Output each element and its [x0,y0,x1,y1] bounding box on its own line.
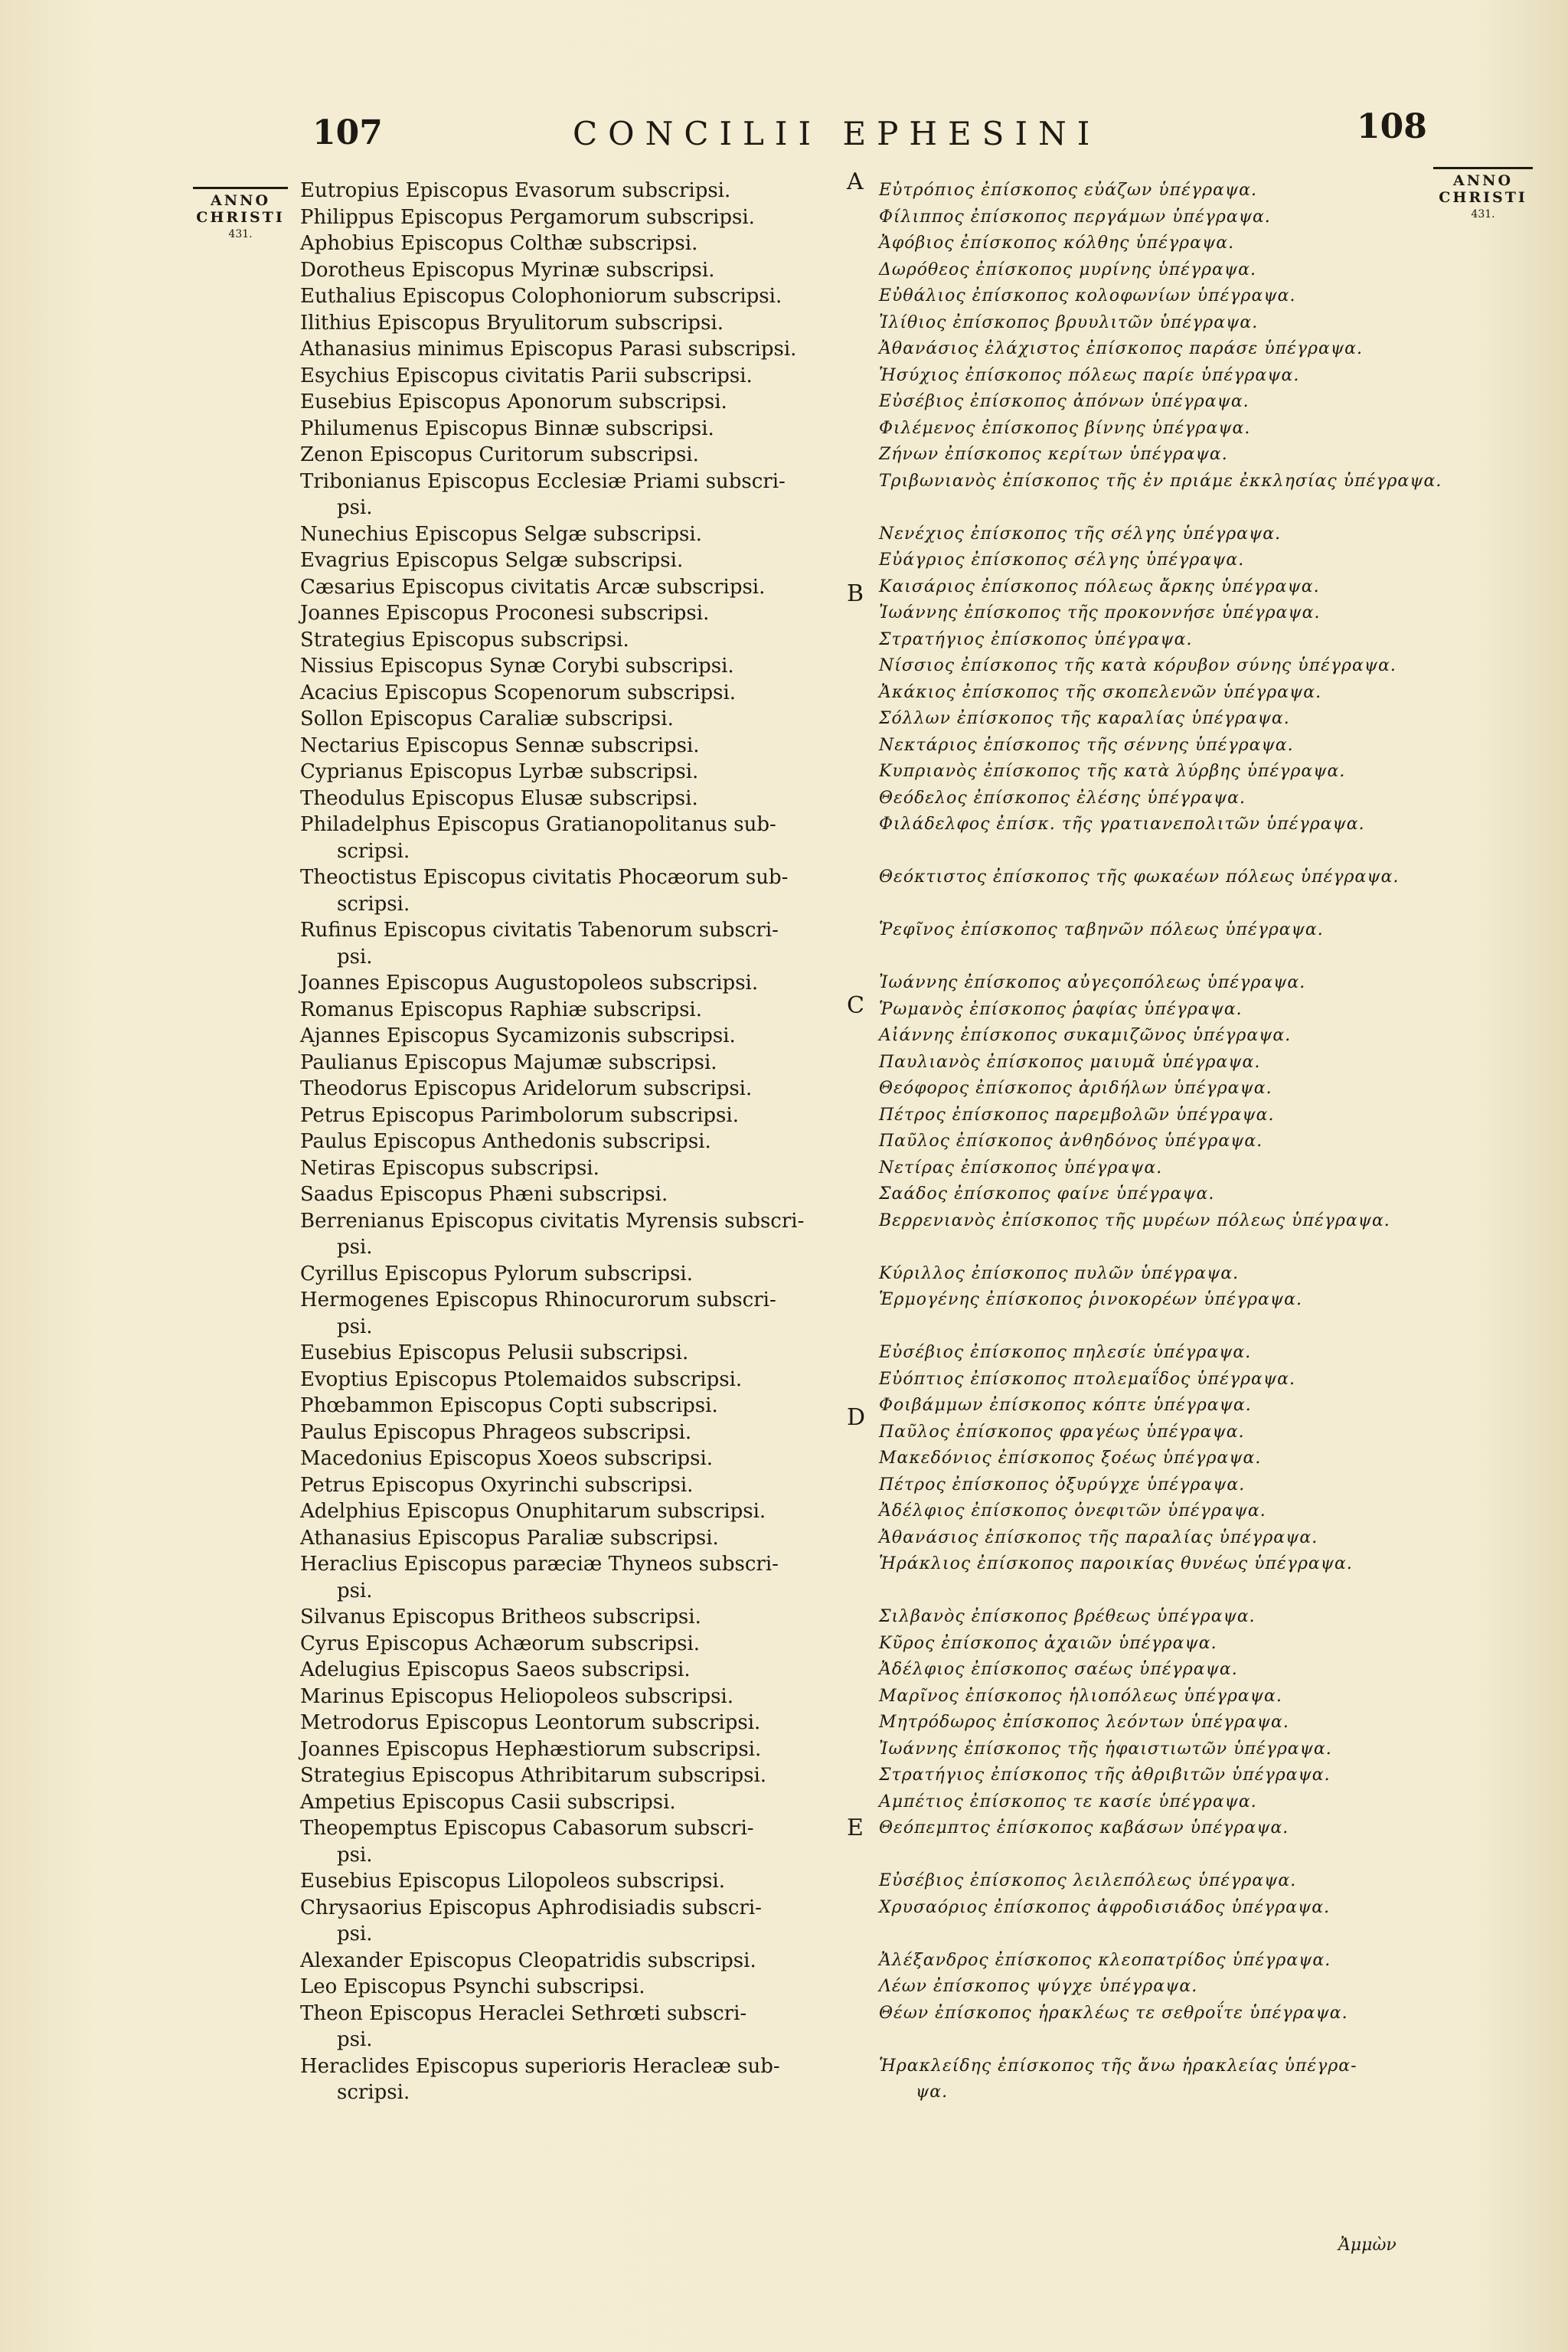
margin-rule [1433,167,1533,169]
section-letter: D [847,1404,866,1431]
latin-entry: Eusebius Episcopus Aponorum subscripsi. [300,390,727,413]
greek-entry: Εὐάγριος ἐπίσκοπος σέλγης ὑπέγραψα. [879,550,1245,570]
latin-entry: Adelphius Episcopus Onuphitarum subscripsi. [300,1500,766,1523]
latin-entry: Eusebius Episcopus Lilopoleos subscripsi. [300,1870,726,1893]
latin-entry-continuation: psi. [337,945,373,969]
greek-entry: Νενέχιος ἐπίσκοπος τῆς σέλγης ὑπέγραψα. [879,524,1282,544]
latin-entry: Adelugius Episcopus Saeos subscripsi. [300,1658,691,1681]
latin-entry: Athanasius Episcopus Paraliæ subscripsi. [300,1526,719,1550]
latin-entry-continuation: psi. [337,496,373,519]
latin-entry: Esychius Episcopus civitatis Parii subscripsi. [300,364,753,387]
greek-spacer [879,838,1446,865]
greek-entry: Σιλβανὸς ἐπίσκοπος βρέθεως ὑπέγραψα. [879,1607,1256,1626]
latin-entry-continuation: psi. [337,1843,373,1867]
greek-entry: Ἀκάκιος ἐπίσκοπος τῆς σκοπελενῶν ὑπέγραψα. [879,682,1322,702]
greek-entry: Νίσσιος ἐπίσκοπος τῆς κατὰ κόρυβον σύνης ὑπέγραψα. [879,656,1396,675]
latin-entry: Saadus Episcopus Phæni subscripsi. [300,1183,668,1206]
section-letter: B [847,580,864,607]
latin-entry: Cyrillus Episcopus Pylorum subscripsi. [300,1262,693,1285]
greek-entry: Ἡσύχιος ἐπίσκοπος πόλεως παρίε ὑπέγραψα. [879,365,1300,385]
latin-entry: Petrus Episcopus Oxyrinchi subscripsi. [300,1473,694,1497]
greek-entry: Λέων ἐπίσκοπος ψύγχε ὑπέγραψα. [879,1977,1198,1996]
latin-entry: Philumenus Episcopus Binnæ subscripsi. [300,416,714,440]
greek-entry: Στρατήγιος ἐπίσκοπος τῆς ἀθριβιτῶν ὑπέγραψα. [879,1766,1331,1785]
latin-entry: Nunechius Episcopus Selgæ subscripsi. [300,522,702,546]
latin-entry: Cyrus Episcopus Achæorum subscripsi. [300,1632,701,1655]
greek-entry: Ἑρμογένης ἐπίσκοπος ῥινοκορέων ὑπέγραψα. [879,1290,1302,1309]
latin-entry-continuation: psi. [337,1236,373,1259]
latin-entry: Dorotheus Episcopus Myrinæ subscripsi. [300,258,715,282]
catchword: Ἀμμὼν [1338,2236,1396,2255]
greek-entry: Δωρόθεος ἐπίσκοπος μυρίνης ὑπέγραψα. [879,260,1256,279]
latin-entry: Ilithius Episcopus Bryulitorum subscripsi. [300,311,724,335]
latin-entry: Acacius Episcopus Scopenorum subscripsi. [300,681,737,704]
greek-entry: Σόλλων ἐπίσκοπος τῆς καραλίας ὑπέγραψα. [879,709,1290,728]
greek-entry: Κυπριανὸς ἐπίσκοπος τῆς κατὰ λύρβης ὑπέγραψα. [879,762,1346,781]
latin-entry: Macedonius Episcopus Xoeos subscripsi. [300,1447,714,1470]
greek-entry: Τριβωνιανὸς ἐπίσκοπος τῆς ἐν πριάμε ἐκκλησίας ὑπέγραψα. [879,471,1442,491]
latin-entry-continuation: psi. [337,1922,373,1945]
latin-entry: Phœbammon Episcopus Copti subscripsi. [300,1394,718,1417]
latin-entry: Euthalius Episcopus Colophoniorum subscripsi. [300,285,782,308]
greek-entry: Ἀδέλφιος ἐπίσκοπος σαέως ὑπέγραψα. [879,1660,1238,1679]
greek-entry: Χρυσαόριος ἐπίσκοπος ἀφροδισιάδος ὑπέγραψα. [879,1897,1331,1917]
latin-entry: Evoptius Episcopus Ptolemaidos subscripsi. [300,1367,743,1391]
margin-christi: CHRISTI [196,209,285,226]
latin-entry: Philadelphus Episcopus Gratianopolitanus sub- [300,813,776,836]
greek-entry: Θεόκτιστος ἐπίσκοπος τῆς φωκαέων πόλεως ὑπέγραψα. [879,867,1400,887]
greek-entry: Παῦλος ἐπίσκοπος ἀνθηδόνος ὑπέγραψα. [879,1132,1263,1151]
latin-entry: Theodorus Episcopus Aridelorum subscripsi. [300,1077,753,1100]
margin-rule [193,187,288,189]
greek-entry: Παῦλος ἐπίσκοπος φραγέως ὑπέγραψα. [879,1422,1245,1442]
greek-entry: Εὐσέβιος ἐπίσκοπος ἀπόνων ὑπέγραψα. [879,392,1250,411]
latin-entry: Zenon Episcopus Curitorum subscripsi. [300,443,699,466]
greek-entry: Ζήνων ἐπίσκοπος κερίτων ὑπέγραψα. [879,445,1228,464]
greek-entry: Καισάριος ἐπίσκοπος πόλεως ἄρκης ὑπέγραψα. [879,577,1320,596]
margin-anno: ANNO [210,192,271,209]
latin-entry: Theon Episcopus Heraclei Sethrœti subscri- [300,2001,747,2025]
latin-entry: Cyprianus Episcopus Lyrbæ subscripsi. [300,760,699,783]
greek-entry: Εὐσέβιος ἐπίσκοπος πηλεσίε ὑπέγραψα. [879,1343,1252,1362]
section-letter: E [847,1815,864,1841]
section-letter: C [847,992,864,1019]
latin-entry: Silvanus Episcopus Britheos subscripsi. [300,1606,701,1628]
latin-entry: Sollon Episcopus Caraliæ subscripsi. [300,707,674,730]
margin-christi: CHRISTI [1439,189,1527,206]
latin-entry: Evagrius Episcopus Selgæ subscripsi. [300,549,684,572]
page-number-right: 108 [1357,107,1427,146]
latin-entry: Strategius Episcopus Athribitarum subscripsi. [300,1764,767,1787]
greek-entry: Στρατήγιος ἐπίσκοπος ὑπέγραψα. [879,629,1193,649]
greek-entry: Ἰωάννης ἐπίσκοπος αὐγεςοπόλεως ὑπέγραψα. [879,973,1306,992]
greek-entry: Φιλάδελφος ἐπίσκ. τῆς γρατιανεπολιτῶν ὑπέγραψα. [879,815,1365,834]
latin-entry: Hermogenes Episcopus Rhinocurorum subscri- [300,1289,776,1312]
greek-entry: Μακεδόνιος ἐπίσκοπος ξοέως ὑπέγραψα. [879,1449,1262,1468]
latin-entry: Strategius Episcopus subscripsi. [300,628,629,652]
greek-entry: Νεκτάριος ἐπίσκοπος τῆς σέννης ὑπέγραψα. [879,735,1294,755]
latin-entry: Joannes Episcopus Augustopoleos subscripsi. [300,972,759,995]
page-title: CONCILII EPHESINI [573,115,1101,152]
latin-entry: Cæsarius Episcopus civitatis Arcæ subscripsi. [300,575,766,599]
latin-entry: Chrysaorius Episcopus Aphrodisiadis subscri- [300,1896,762,1919]
latin-entry: Marinus Episcopus Heliopoleos subscripsi. [300,1684,734,1708]
latin-entry: Eutropius Episcopus Evasorum subscripsi. [300,179,731,202]
greek-entry: Ἰλίθιος ἐπίσκοπος βρυυλιτῶν ὑπέγραψα. [879,312,1259,332]
greek-spacer [879,2027,1446,2053]
latin-entry-continuation: scripsi. [337,2081,410,2104]
greek-spacer [879,944,1446,971]
greek-entry: Ῥωμανὸς ἐπίσκοπος ῥαφίας ὑπέγραψα. [879,999,1243,1019]
greek-entry: Εὐσέβιος ἐπίσκοπος λειλεπόλεως ὑπέγραψα. [879,1871,1297,1890]
greek-entry: Πέτρος ἐπίσκοπος παρεμβολῶν ὑπέγραψα. [879,1105,1275,1125]
latin-entry: Ampetius Episcopus Casii subscripsi. [300,1790,676,1814]
greek-entry: Νετίρας ἐπίσκοπος ὑπέγραψα. [879,1158,1163,1178]
latin-entry: Paulus Episcopus Phrageos subscripsi. [300,1420,692,1444]
greek-entry: Εὐόπτιος ἐπίσκοπος πτολεμαΐδος ὑπέγραψα. [879,1369,1295,1389]
running-header [0,107,1568,159]
latin-entry: Philippus Episcopus Pergamorum subscripsi. [300,205,755,229]
latin-entry: Ajannes Episcopus Sycamizonis subscripsi. [300,1024,736,1047]
latin-entry: Alexander Episcopus Cleopatridis subscripsi. [300,1949,756,1972]
greek-entry: Μητρόδωρος ἐπίσκοπος λεόντων ὑπέγραψα. [879,1713,1289,1732]
greek-entry: Ἀφόβιος ἐπίσκοπος κόλθης ὑπέγραψα. [879,234,1235,253]
greek-spacer [879,1921,1446,1948]
latin-entry: Tribonianus Episcopus Ecclesiæ Priami subscri- [300,469,786,493]
latin-entry: Romanus Episcopus Raphiæ subscripsi. [300,998,703,1021]
margin-anno: ANNO [1452,172,1514,189]
latin-entry: Theopemptus Episcopus Cabasorum subscri- [300,1817,754,1840]
latin-entry: Heraclius Episcopus paræciæ Thyneos subscri- [300,1553,779,1576]
greek-entry: Μαρῖνος ἐπίσκοπος ἡλιοπόλεως ὑπέγραψα. [879,1686,1282,1706]
latin-entry: Netiras Episcopus subscripsi. [300,1156,599,1180]
latin-entry-continuation: scripsi. [337,839,410,863]
greek-entry: Κῦρος ἐπίσκοπος ἀχαιῶν ὑπέγραψα. [879,1633,1217,1653]
greek-spacer [879,1842,1446,1869]
greek-column [879,178,1446,2106]
greek-entry: Σαάδος ἐπίσκοπος φαίνε ὑπέγραψα. [879,1184,1215,1204]
latin-entry-continuation: psi. [337,1579,373,1602]
latin-entry: Paulianus Episcopus Majumæ subscripsi. [300,1050,717,1074]
greek-entry: Ἰωάννης ἐπίσκοπος τῆς προκοννήσε ὑπέγραψα. [879,603,1321,622]
greek-entry: Πέτρος ἐπίσκοπος ὀξυρύγχε ὑπέγραψα. [879,1475,1246,1494]
greek-spacer [879,1234,1446,1261]
greek-entry: Ἀλέξανδρος ἐπίσκοπος κλεοπατρίδος ὑπέγραψα. [879,1950,1331,1970]
greek-spacer [879,891,1446,918]
greek-entry: Θέων ἐπίσκοπος ἡρακλέως τε σεθροΐτε ὑπέγραψα. [879,2003,1348,2023]
greek-entry: Εὐτρόπιος ἐπίσκοπος εὐάζων ὑπέγραψα. [879,181,1257,200]
greek-entry: Ἡρακλείδης ἐπίσκοπος τῆς ἄνω ἡρακλείας ὑπέγρα- [879,2056,1357,2076]
greek-entry: Εὐθάλιος ἐπίσκοπος κολοφωνίων ὑπέγραψα. [879,286,1296,305]
greek-entry: Φοιβάμμων ἐπίσκοπος κόπτε ὑπέγραψα. [879,1396,1252,1415]
greek-entry: Ἡράκλιος ἐπίσκοπος παροικίας θυνέως ὑπέγραψα. [879,1554,1353,1573]
latin-entry: Nissius Episcopus Synæ Corybi subscripsi. [300,655,734,678]
greek-entry-continuation: ψα. [916,2082,949,2102]
greek-entry: Θεόδελος ἐπίσκοπος ἐλέσης ὑπέγραψα. [879,788,1246,808]
greek-entry: Αἰάννης ἐπίσκοπος συκαμιζῶνος ὑπέγραψα. [879,1026,1292,1045]
latin-entry: Joannes Episcopus Proconesi subscripsi. [300,602,710,625]
latin-entry-continuation: psi. [337,1315,373,1338]
latin-entry: Paulus Episcopus Anthedonis subscripsi. [300,1130,711,1153]
section-letter: A [847,168,864,195]
latin-entry-continuation: scripsi. [337,892,410,916]
latin-entry: Eusebius Episcopus Pelusii subscripsi. [300,1341,689,1364]
greek-entry: Φιλέμενος ἐπίσκοπος βίννης ὑπέγραψα. [879,418,1251,438]
greek-spacer [879,495,1446,521]
latin-entry: Rufinus Episcopus civitatis Tabenorum subscri- [300,919,779,942]
greek-entry: Βερρενιανὸς ἐπίσκοπος τῆς μυρέων πόλεως ὑπέγραψα. [879,1210,1390,1230]
latin-entry: Heraclides Episcopus superioris Heracleæ sub- [300,2054,780,2078]
greek-entry: Ἰωάννης ἐπίσκοπος τῆς ἡφαιστιωτῶν ὑπέγραψα. [879,1739,1332,1759]
margin-year: 431. [1471,208,1495,220]
latin-entry: Leo Episcopus Psynchi subscripsi. [300,1975,645,1998]
page-number-left: 107 [312,113,383,152]
greek-entry: Αμπέτιος ἐπίσκοπος τε κασίε ὑπέγραψα. [879,1792,1257,1811]
latin-entry: Nectarius Episcopus Sennæ subscripsi. [300,733,700,757]
latin-entry: Theodulus Episcopus Elusæ subscripsi. [300,786,698,810]
greek-entry: Ἀθανάσιος ἐπίσκοπος τῆς παραλίας ὑπέγραψα. [879,1527,1318,1547]
margin-note-right [1433,167,1533,223]
greek-entry: Ἀθανάσιος ἐλάχιστος ἐπίσκοπος παράσε ὑπέγραψα. [879,339,1363,358]
latin-entry-continuation: psi. [337,2028,373,2051]
latin-entry: Aphobius Episcopus Colthæ subscripsi. [300,232,698,255]
latin-entry: Joannes Episcopus Hephæstiorum subscripsi. [300,1737,762,1761]
greek-entry: Κύριλλος ἐπίσκοπος πυλῶν ὑπέγραψα. [879,1263,1240,1283]
latin-entry: Metrodorus Episcopus Leontorum subscripsi. [300,1711,761,1734]
latin-column [300,178,828,2106]
greek-entry: Παυλιανὸς ἐπίσκοπος μαιυμᾶ ὑπέγραψα. [879,1052,1261,1072]
latin-entry: Petrus Episcopus Parimbolorum subscripsi. [300,1103,739,1127]
greek-entry: Φίλιππος ἐπίσκοπος περγάμων ὑπέγραψα. [879,207,1271,227]
margin-note-left [193,187,288,243]
latin-entry: Berrenianus Episcopus civitatis Myrensis subscri- [300,1209,805,1233]
greek-spacer [879,1578,1446,1605]
greek-entry: Ἀδέλφιος ἐπίσκοπος ὀνεφιτῶν ὑπέγραψα. [879,1501,1266,1521]
latin-entry: Athanasius minimus Episcopus Parasi subscripsi. [300,338,797,361]
greek-entry: Θεόφορος ἐπίσκοπος ἀριδήλων ὑπέγραψα. [879,1079,1272,1098]
greek-entry: Θεόπεμπτος ἐπίσκοπος καβάσων ὑπέγραψα. [879,1818,1289,1838]
latin-entry: Theoctistus Episcopus civitatis Phocæorum sub- [300,866,789,889]
greek-spacer [879,1314,1446,1341]
greek-entry: Ῥεφῖνος ἐπίσκοπος ταβηνῶν πόλεως ὑπέγραψα. [879,920,1324,939]
margin-year: 431. [228,228,253,240]
